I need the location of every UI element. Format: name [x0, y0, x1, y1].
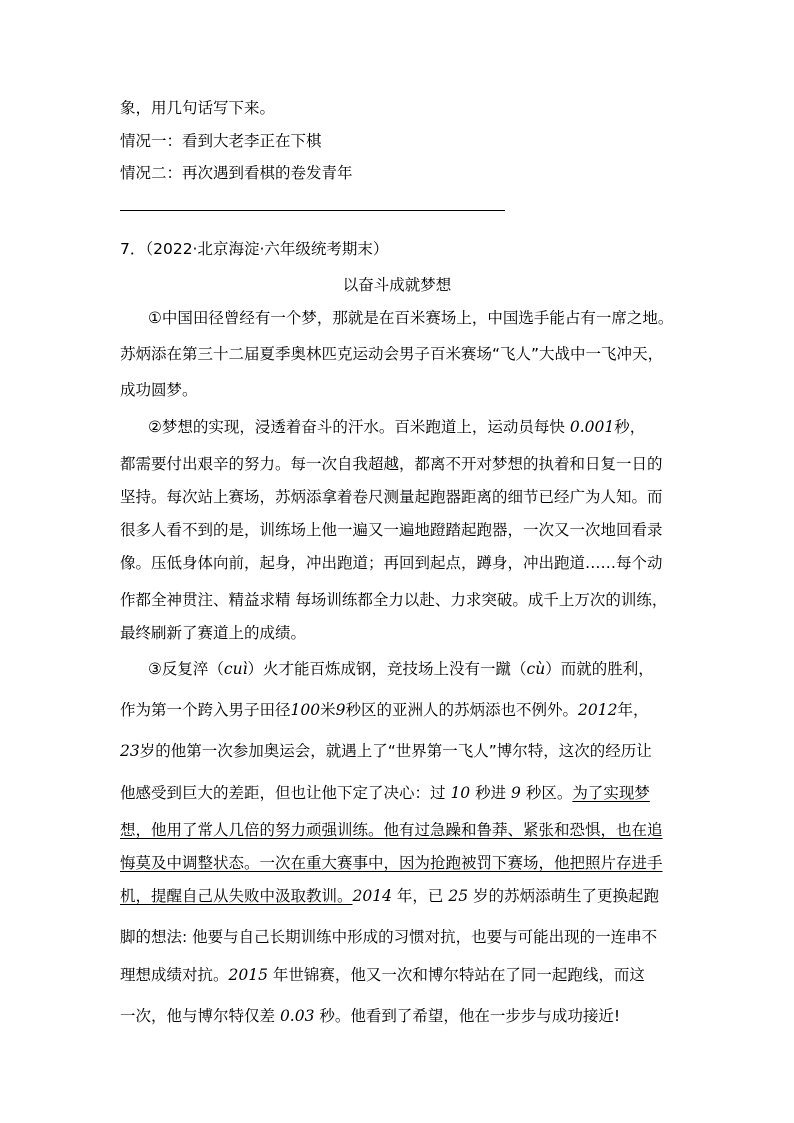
para3-line-4 [120, 781, 650, 803]
para3-text: 他感受到巨大的差距，但也让他下定了决心：过 [120, 784, 451, 802]
para3-text: 年世锦赛，他又一次和博尔特站在了同一起跑线，而这 [267, 966, 645, 984]
pinyin: cuì [223, 660, 248, 678]
para2-line-1 [148, 415, 645, 437]
number: 9 [335, 701, 346, 719]
number: 23 [120, 742, 140, 760]
para2-line-5: 像。压低身体向前，起身，冲出跑道；再回到起点，蹲身，冲出跑道……每个动 [120, 554, 663, 572]
para3-text: 作为第一个跨入男子田径 [120, 701, 291, 719]
underlined-sentence: 为了实现梦 [572, 784, 650, 802]
para1-line-3: 成功圆梦。 [120, 381, 198, 399]
para3-text: 岁的苏炳添萌生了更换起跑 [468, 887, 659, 905]
para3-line-5: 想，他用了常人几倍的努力顽强训练。他有过急躁和鲁莽、紧张和恐惧，也在追 [120, 821, 663, 839]
para2-text: 秒， [614, 418, 646, 436]
para3-line-2 [120, 698, 648, 720]
para3-text: 理想成绩对抗。 [120, 966, 229, 984]
para3-text: 年，已 [391, 887, 449, 905]
pinyin: cù [526, 660, 546, 678]
para3-text: 米 [320, 701, 336, 719]
para1-line-2: 苏炳添在第三十二届夏季奥林匹克运动会男子百米赛场“飞人”大战中一飞冲天， [120, 345, 664, 363]
para2-line-2: 都需要付出艰辛的努力。每一次自我超越，都离不开对梦想的执着和日复一日的 [120, 455, 663, 473]
number: 100 [290, 701, 321, 719]
intro-line-1: 象，用几句话写下来。 [120, 99, 276, 117]
underlined-sentence: 机，提醒自己从失败中汲取教训。 [120, 887, 353, 905]
answer-rule [120, 210, 505, 211]
para3-line-1 [148, 657, 654, 679]
para3-line-6: 悔莫及中调整状态。一次在重大赛事中，因为抢跑被罚下赛场，他把照片存进手 [120, 854, 663, 872]
para3-text: 秒。他看到了希望，他在一步步与成功接近! [314, 1007, 621, 1025]
para3-text: 秒区。 [520, 784, 573, 802]
para2-text: ②梦想的实现，浸透着奋斗的汗水。百米跑道上，运动员每快 [148, 418, 570, 436]
number: 0.001 [569, 418, 615, 436]
number: 10 [450, 784, 471, 802]
para3-text: ③反复淬（ [148, 660, 224, 678]
article-title: 以奋斗成就梦想 [342, 276, 452, 294]
para3-text: ）火才能百炼成钢，竞技场上没有一蹴（ [247, 660, 527, 678]
number: 2015 [228, 966, 268, 984]
para2-line-3: 坚持。每次站上赛场，苏炳添拿着卷尺测量起跑器距离的细节已经广为人知。而 [120, 488, 663, 506]
para3-text: 秒进 [470, 784, 512, 802]
number: 25 [448, 887, 469, 905]
para3-text: 秒区的亚洲人的苏炳添也不例外。 [345, 701, 579, 719]
para3-line-10 [120, 1004, 620, 1026]
para2-line-6: 作都全神贯注、精益求精 每场训练都全力以赴、力求突破。成千上万次的训练， [120, 591, 668, 609]
para3-text: ）而就的胜利， [545, 660, 654, 678]
para3-text: 一次，他与博尔特仅差 [120, 1007, 280, 1025]
number: 9 [511, 784, 521, 802]
question-header: 7．（2022·北京海淀·六年级统考期末） [120, 240, 389, 258]
number: 0.03 [279, 1007, 315, 1025]
para3-text: 年， [617, 701, 649, 719]
para2-line-7: 最终刷新了赛道上的成绩。 [120, 624, 307, 642]
para3-text: 岁的他第一次参加奥运会，就遇上了“世界第一飞人”博尔特，这次的经历让 [139, 742, 652, 760]
para3-line-9 [120, 963, 645, 985]
number: 2012 [578, 701, 618, 719]
para2-line-4: 很多人看不到的是，训练场上他一遍又一遍地蹬踏起跑器，一次又一次地回看录 [120, 521, 663, 539]
number: 2014 [352, 887, 392, 905]
para3-line-8: 脚的想法: 他要与自己长期训练中形成的习惯对抗，也要与可能出现的一连串不 [120, 928, 658, 946]
para3-line-3 [120, 739, 652, 761]
intro-line-2: 情况一：看到大老李正在下棋 [120, 132, 322, 150]
intro-line-3: 情况二：再次遇到看棋的卷发青年 [120, 164, 353, 182]
para3-line-7 [120, 884, 659, 906]
para1-line-1: ①中国田径曾经有一个梦，那就是在百米赛场上，中国选手能占有一席之地。 [148, 309, 674, 327]
